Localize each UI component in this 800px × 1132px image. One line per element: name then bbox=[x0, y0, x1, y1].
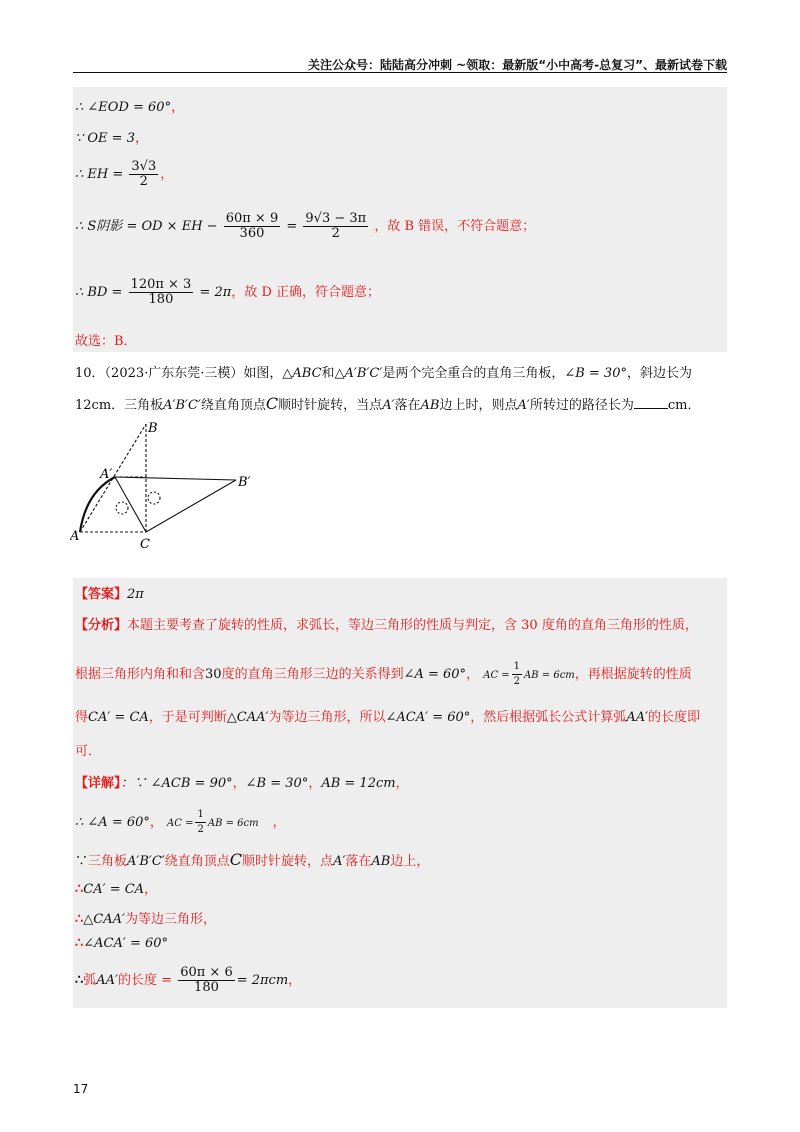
text: ∴ bbox=[75, 973, 84, 988]
detail-line bbox=[75, 878, 157, 897]
math-expression: △CAA′ bbox=[226, 710, 269, 725]
page-header: 关注公众号：陆陆高分冲刺 ~领取：最新版“小中高考-总复习”、最新试卷下载 bbox=[308, 58, 727, 72]
detail-line bbox=[75, 966, 301, 995]
text: ， bbox=[171, 100, 185, 115]
text: 得 bbox=[75, 710, 89, 725]
label-A-prime: A′ bbox=[100, 467, 113, 482]
analysis-tag: 【分析】 bbox=[75, 618, 128, 633]
text: ，然后根据弧长公式计算弧 bbox=[470, 710, 627, 725]
fraction bbox=[224, 212, 281, 241]
math-expression: AA′ bbox=[96, 973, 119, 988]
text: ，故 D 正确，符合题意； bbox=[231, 285, 381, 300]
math-expression: AB = 12cm bbox=[321, 776, 396, 791]
answer-line bbox=[75, 583, 144, 602]
text: 12cm．三角板 bbox=[75, 398, 164, 413]
denominator: 360 bbox=[239, 226, 265, 241]
detail-line bbox=[75, 772, 409, 791]
math-expression: A′ bbox=[517, 398, 530, 413]
rotation-figure bbox=[70, 420, 270, 555]
math-expression: ∠ACA′ = 60° bbox=[83, 936, 169, 951]
denominator: 180 bbox=[148, 292, 174, 307]
math-expression: ∴ EH = bbox=[75, 167, 124, 182]
text: 的长度即 bbox=[648, 710, 701, 725]
text: ， bbox=[160, 167, 174, 182]
math-expression: ∠B = 30° bbox=[564, 366, 627, 381]
math-expression: AB bbox=[420, 398, 440, 413]
answer-value: 2π bbox=[127, 587, 144, 602]
text: 本题主要考查了旋转的性质，求弧长，等边三角形的性质与判定，含 30 度角的直角三角形的性质， bbox=[127, 618, 698, 633]
detail-tag: 【详解】 bbox=[75, 776, 121, 791]
math-expression: ∴ S阴影 = OD × EH − bbox=[75, 219, 218, 234]
math-expression: ：∵ ∠ACB = 90° bbox=[120, 776, 233, 791]
answer-blank bbox=[634, 396, 668, 409]
analysis-line bbox=[75, 660, 692, 689]
math-expression: AB bbox=[371, 854, 391, 869]
math-expression: = 2π bbox=[199, 285, 232, 300]
math-expression: = bbox=[286, 219, 298, 234]
math-expression: △ABC bbox=[282, 366, 322, 381]
question-line bbox=[75, 394, 700, 413]
text: ，斜边长为 bbox=[626, 366, 692, 381]
math-expression: CA′ = CA bbox=[83, 882, 145, 897]
detail-line bbox=[75, 936, 168, 951]
text: cm． bbox=[667, 398, 701, 413]
text: 所转过的路径长为 bbox=[529, 398, 634, 413]
detail-line bbox=[75, 908, 216, 927]
math-expression: ∠ACA′ = 60° bbox=[385, 710, 471, 725]
fraction bbox=[129, 160, 158, 189]
text: 10．（2023·广东东莞·三模）如图， bbox=[75, 366, 283, 381]
numerator: 60π × 9 bbox=[225, 211, 279, 226]
text: ，故 B 错误，不符合题意； bbox=[374, 219, 536, 234]
text: 边上， bbox=[390, 854, 430, 869]
text: 的长度 = bbox=[118, 973, 173, 988]
math-expression: AB = 6cm bbox=[207, 818, 259, 829]
question-line bbox=[75, 362, 692, 381]
math-expression: ∴ ∠EOD = 60° bbox=[75, 100, 172, 115]
math-expression: AC = bbox=[167, 818, 194, 829]
math-expression: C bbox=[229, 850, 243, 869]
math-expression: ∴ ∠A = 60° bbox=[75, 815, 150, 830]
fraction bbox=[303, 212, 368, 241]
solution-line bbox=[75, 160, 173, 189]
text: ， bbox=[466, 667, 480, 682]
math-expression: A′ bbox=[382, 398, 395, 413]
page-number: 17 bbox=[73, 1082, 89, 1096]
text: 边上时，则点 bbox=[439, 398, 518, 413]
detail-line bbox=[75, 808, 286, 837]
label-B: B bbox=[148, 421, 158, 436]
text: ∴ bbox=[75, 912, 84, 927]
text: 三角板 bbox=[88, 854, 128, 869]
text: ， bbox=[308, 776, 322, 791]
numerator: 3√3 bbox=[131, 159, 157, 174]
math-expression: AC = bbox=[483, 670, 510, 681]
solution-line bbox=[75, 96, 184, 115]
numerator: 1 bbox=[195, 808, 205, 823]
numerator: 120π × 3 bbox=[130, 277, 192, 292]
text: 顺时针旋转，点 bbox=[242, 854, 334, 869]
text: ，于是可判断 bbox=[148, 710, 227, 725]
math-expression: A′B′C′ bbox=[127, 854, 165, 869]
detail-line bbox=[75, 850, 429, 869]
analysis-line bbox=[75, 614, 698, 633]
math-expression: CA′ = CA bbox=[88, 710, 149, 725]
text: 顺时针旋转，当点 bbox=[278, 398, 383, 413]
math-expression: ∵ OE = 3 bbox=[75, 131, 135, 146]
fraction bbox=[512, 660, 522, 689]
text: 绕直角顶点 bbox=[200, 398, 266, 413]
math-expression: AA′ bbox=[626, 710, 649, 725]
answer-tag: 【答案】 bbox=[75, 587, 128, 602]
math-expression: ∠A = 60° bbox=[403, 667, 467, 682]
denominator: 2 bbox=[331, 226, 340, 241]
text: ∴ bbox=[75, 936, 84, 951]
numerator: 1 bbox=[512, 660, 522, 675]
math-expression: A′B′C′ bbox=[163, 398, 201, 413]
text: ， bbox=[149, 815, 163, 830]
math-expression: ∴ BD = bbox=[75, 285, 123, 300]
math-expression: △CAA′ bbox=[83, 912, 125, 927]
text: 根据三角形内角和和含 bbox=[75, 667, 206, 682]
fraction bbox=[129, 278, 194, 307]
label-A: A bbox=[70, 529, 80, 544]
choice-conclusion: 故选：B． bbox=[75, 334, 137, 349]
text: 为等边三角形，所以 bbox=[268, 710, 386, 725]
header-rule bbox=[73, 72, 727, 73]
text: ，再根据旋转的性质 bbox=[574, 667, 692, 682]
math-expression: A′ bbox=[333, 854, 346, 869]
numerator: 9√3 − 3π bbox=[305, 211, 367, 226]
text: 为等边三角形， bbox=[124, 912, 216, 927]
label-C: C bbox=[140, 537, 150, 552]
fraction bbox=[195, 808, 205, 837]
denominator: 2 bbox=[197, 824, 204, 835]
text: 和 bbox=[321, 366, 335, 381]
solution-line bbox=[75, 278, 380, 307]
text: ， bbox=[272, 815, 286, 830]
text: ， bbox=[144, 882, 158, 897]
text: ∴ bbox=[75, 882, 84, 897]
analysis-line: 可． bbox=[75, 744, 102, 759]
math-expression: ∠B = 30° bbox=[245, 776, 309, 791]
answer-block-gray bbox=[73, 578, 727, 1008]
solution-line bbox=[75, 127, 148, 146]
solution-line bbox=[75, 212, 535, 241]
denominator: 2 bbox=[139, 174, 148, 189]
analysis-line bbox=[75, 706, 700, 725]
text: 弧 bbox=[83, 973, 97, 988]
text: 度的直角三角形三边的关系得到 bbox=[221, 667, 404, 682]
text: ， bbox=[232, 776, 246, 791]
label-B-prime: B′ bbox=[238, 475, 251, 490]
denominator: 2 bbox=[513, 676, 521, 687]
text: ， bbox=[288, 973, 302, 988]
numerator: 60π × 6 bbox=[180, 965, 233, 980]
math-expression: 30 bbox=[205, 667, 222, 682]
math-expression: △A′B′C′ bbox=[334, 366, 383, 381]
text: 是两个完全重合的直角三角板， bbox=[382, 366, 565, 381]
denominator: 180 bbox=[194, 980, 219, 995]
math-expression: = 2πcm bbox=[236, 973, 289, 988]
text: ， bbox=[395, 776, 409, 791]
text: 落在 bbox=[394, 398, 421, 413]
text: ∵ bbox=[75, 854, 89, 869]
text: 落在 bbox=[345, 854, 372, 869]
text: 绕直角顶点 bbox=[164, 854, 230, 869]
math-expression: C bbox=[265, 394, 279, 413]
text: ， bbox=[134, 131, 148, 146]
math-expression: AB = 6cm bbox=[524, 670, 575, 681]
fraction bbox=[178, 966, 235, 995]
